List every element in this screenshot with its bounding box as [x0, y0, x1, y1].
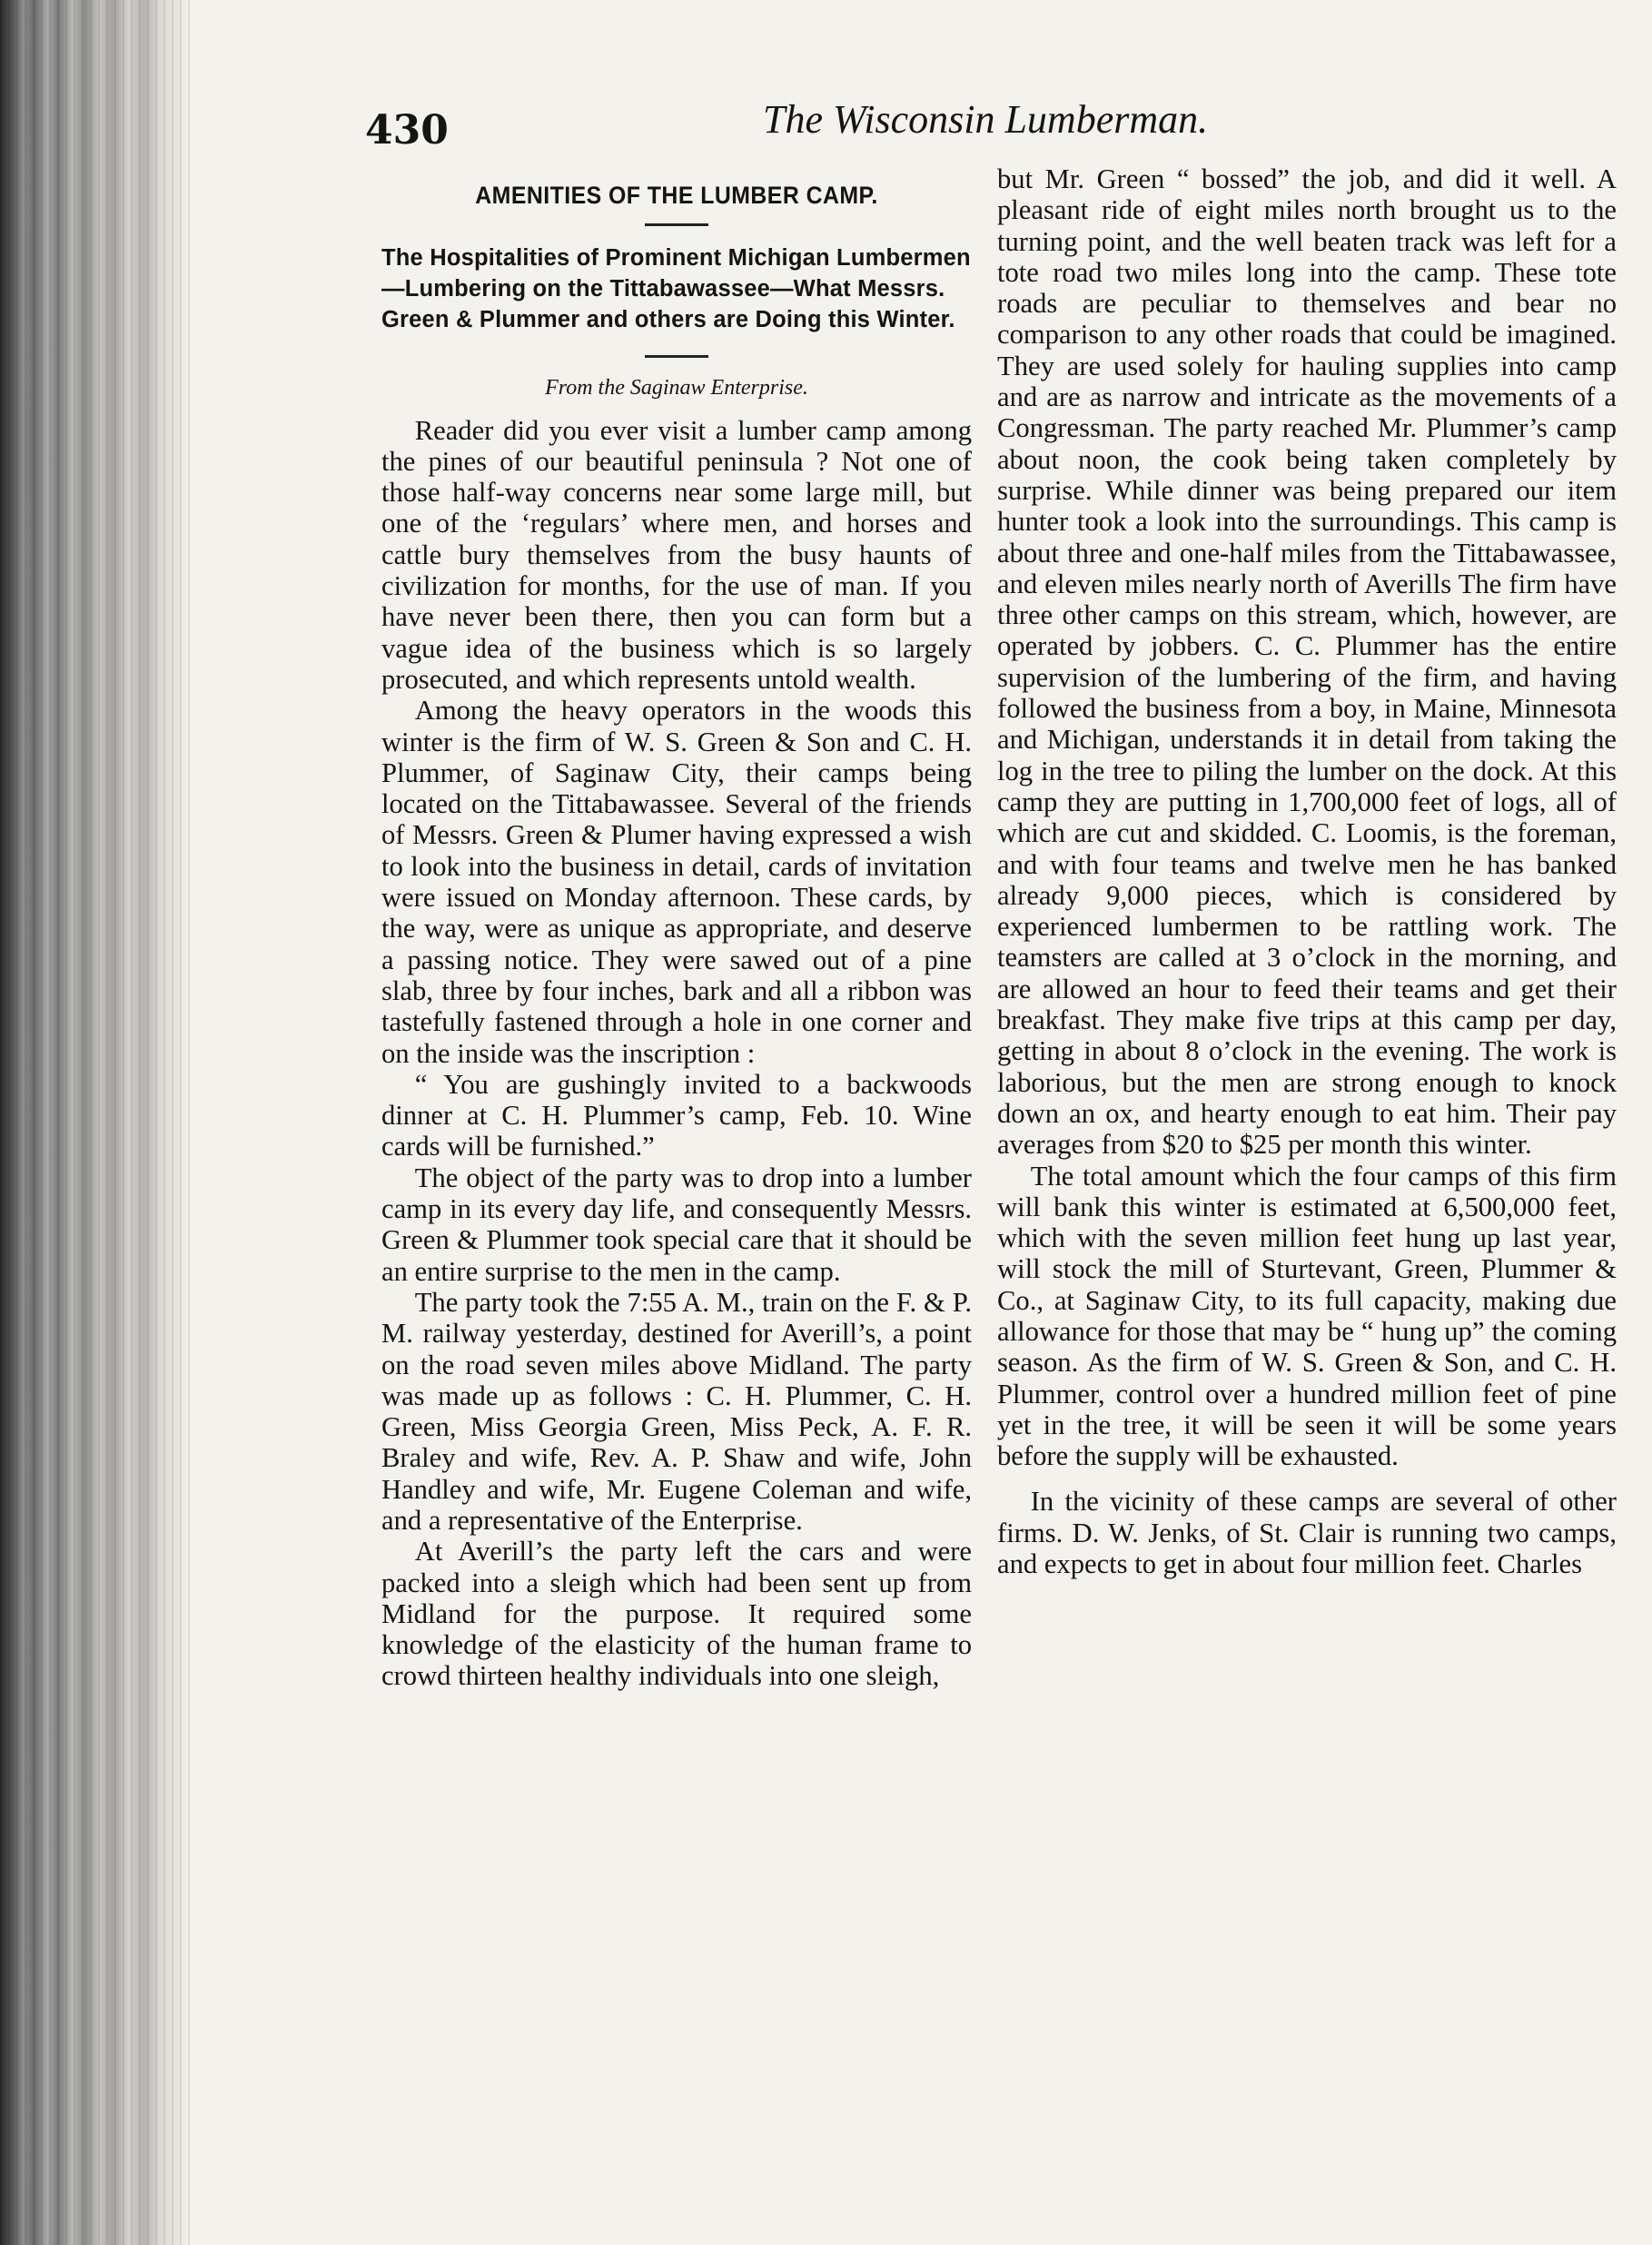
book-binding-edge [0, 0, 191, 2245]
running-title: The Wisconsin Lumberman. [763, 97, 1209, 142]
title-divider [645, 223, 708, 226]
right-paragraph: In the vicinity of these camps are several of other firms. D. W. Jenks, of St. Clair is running two camps, and expects to get in about four million feet. Charles [997, 1486, 1617, 1580]
left-paragraph: Reader did you ever visit a lumber camp among the pines of our beautiful peninsula ? Not one of those half-way concerns near some large mill, but one of the ‘regulars’ where men, and horses and cattle bury themselves from the busy haunts of civilization for months, for the use of man. If you have never been there, then you can form but a vague idea of the business which is so largely prosecuted, and which represents untold wealth. [381, 414, 972, 695]
invitation-quote: “ You are gushingly invited to a backwoods dinner at C. H. Plummer’s camp, Feb. 10. Wine cards will be furnished.” [381, 1068, 972, 1162]
page-number: 430 [365, 107, 449, 153]
right-column [997, 163, 1617, 1579]
article-title: AMENITIES OF THE LUMBER CAMP. [475, 182, 878, 209]
left-column [381, 163, 972, 1692]
left-paragraph: The object of the party was to drop into a lumber camp in its every day life, and consequently Messrs. Green & Plummer took special care that it should be an entire surprise to the men in the camp. [381, 1162, 972, 1287]
left-paragraph: At Averill’s the party left the cars and were packed into a sleigh which had been sent up from Midland for the purpose. It required some knowledge of the elasticity of the human frame to crowd thirteen healthy individuals into one sleigh, [381, 1536, 972, 1692]
deck-divider [645, 355, 708, 358]
left-paragraph: The party took the 7:55 A. M., train on the F. & P. M. railway yesterday, destined for Averill’s, a point on the road seven miles above Midland. The party was made up as follows : C. H. Plummer, C. H. Green, Miss Georgia Green, Miss Peck, A. F. R. Braley and wife, Rev. A. P. Shaw and wife, John Handley and wife, Mr. Eugene Coleman and wife, and a representative of the Enterprise. [381, 1286, 972, 1536]
article-deck: The Hospitalities of Prominent Michigan Lumbermen—Lumbering on the Tittabawassee—What Messrs. Green & Plummer and others are Doing this Winter. [381, 245, 971, 333]
article-source: From the Saginaw Enterprise. [545, 376, 808, 401]
left-paragraph: Among the heavy operators in the woods this winter is the firm of W. S. Green & Son and C. H. Plummer, of Saginaw City, their camps being located on the Tittabawassee. Several of the friends of Messrs. Green & Plumer having expressed a wish to look into the business in detail, cards of invitation were issued on Monday afternoon. These cards, by the way, were as unique as appropriate, and deserve a passing notice. They were sawed out of a pine slab, three by four inches, bark and all a ribbon was tastefully fastened through a hole in one corner and on the inside was the inscription : [381, 695, 972, 1069]
right-paragraph: but Mr. Green “ bossed” the job, and did it well. A pleasant ride of eight miles north brought us to the turning point, and the well beaten track was left for a tote road two miles long into the camp. These tote roads are peculiar to themselves and bear no comparison to any other roads that could be imagined. They are used solely for hauling supplies into camp and are as narrow and intricate as the movements of a Congressman. The party reached Mr. Plummer’s camp about noon, the cook being taken completely by surprise. While dinner was being prepared our item hunter took a look into the surroundings. This camp is about three and one-half miles from the Tittabawassee, and eleven miles nearly north of Averills The firm have three other camps on this stream, which, however, are operated by jobbers. C. C. Plummer has the entire supervision of the lumbering of the firm, and having followed the business from a boy, in Maine, Minnesota and Michigan, understands it in detail from taking the log in the tree to piling the lumber on the dock. At this camp they are putting in 1,700,000 feet of logs, all of which are cut and skidded. C. Loomis, is the foreman, and with four teams and twelve men he has banked already 9,000 pieces, which is considered by experienced lumbermen to be rattling work. The teamsters are called at 3 o’clock in the morning, and are allowed an hour to feed their teams and get their breakfast. They make five trips at this camp per day, getting in about 8 o’clock in the evening. The work is laborious, but the men are strong enough to knock down an ox, and hearty enough to eat him. Their pay averages from $20 to $25 per month this winter. [997, 163, 1617, 1161]
right-paragraph: The total amount which the four camps of this firm will bank this winter is estimated at 6,500,000 feet, which with the seven million feet hung up last year, will stock the mill of Sturtevant, Green, Plummer & Co., at Saginaw City, to its full capacity, making due allowance for those that may be “ hung up” the coming season. As the firm of W. S. Green & Son, and C. H. Plummer, control over a hundred million feet of pine yet in the tree, it will be seen it will be some years before the supply will be exhausted. [997, 1160, 1617, 1472]
